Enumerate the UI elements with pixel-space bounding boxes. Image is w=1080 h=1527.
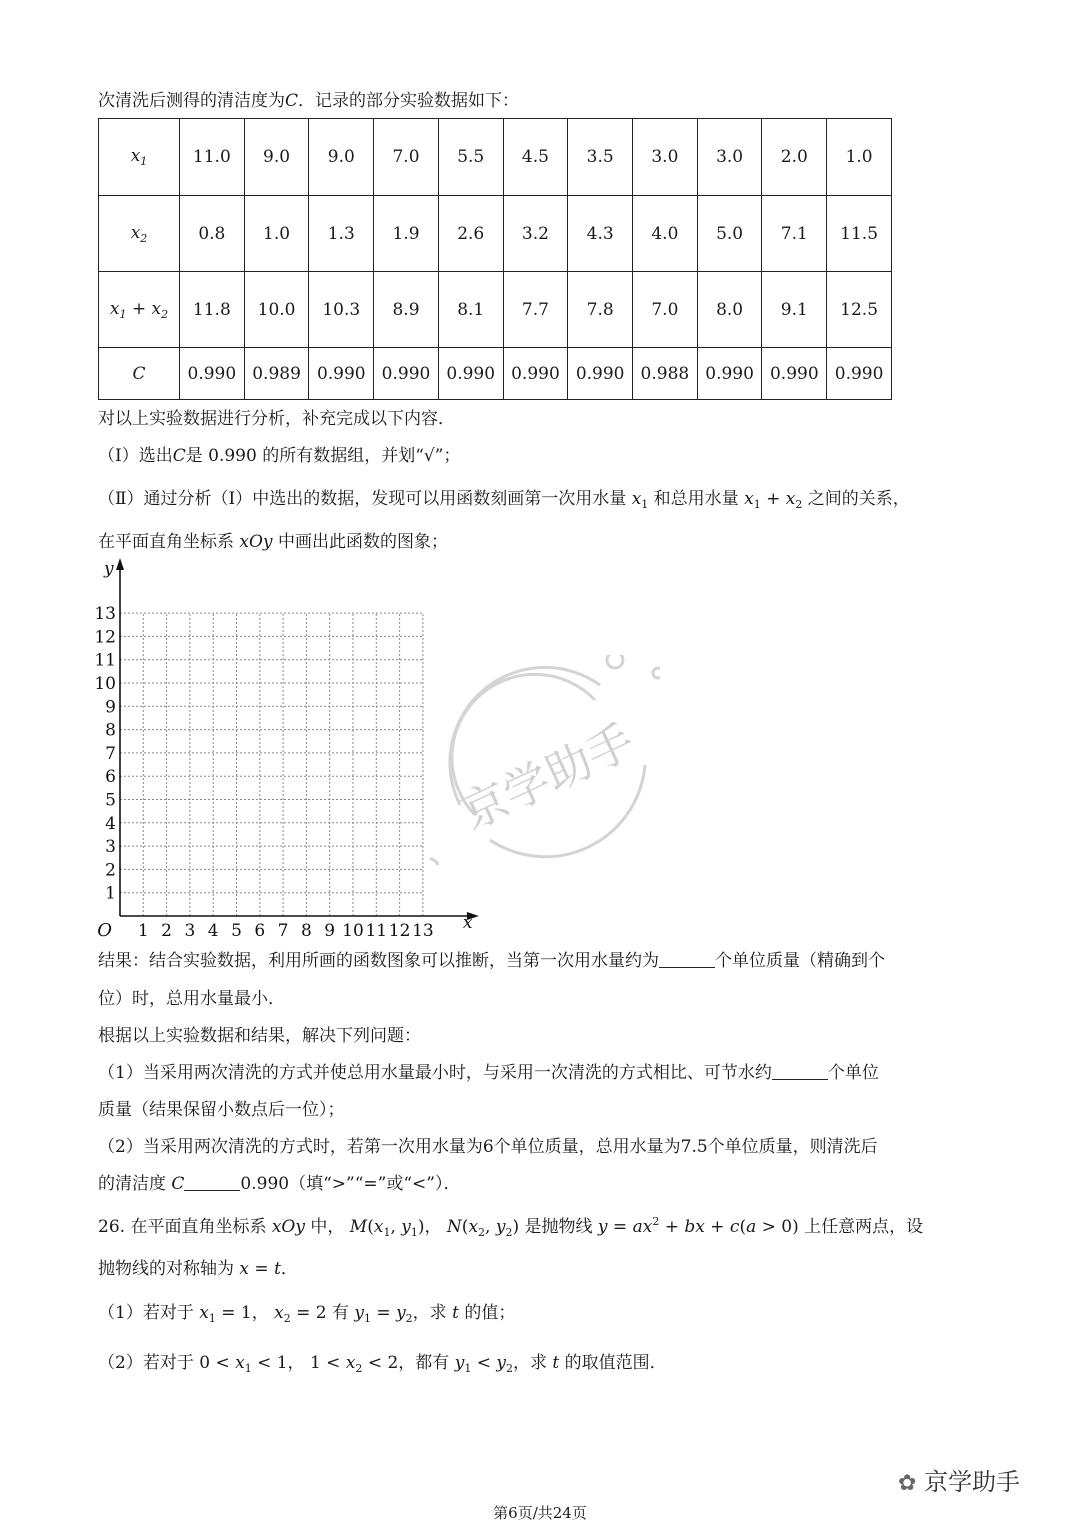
x-tick-label: 3 — [184, 921, 196, 938]
coordinate-grid — [88, 558, 488, 938]
y-tick-label: 7 — [105, 743, 116, 764]
x-tick-label: 4 — [207, 921, 219, 938]
x-tick-label: 13 — [412, 921, 434, 938]
row-label-x2: $x_2$ — [99, 196, 180, 272]
table-row — [99, 272, 892, 348]
logo-text: 京学助手 — [924, 1468, 1021, 1496]
table-cell: 10.3 — [309, 272, 374, 348]
table-cell: 11.0 — [180, 119, 245, 196]
table-cell: 7.7 — [503, 272, 568, 348]
watermark-text: 京学助手 — [452, 713, 643, 841]
y-tick-label: 13 — [94, 604, 116, 625]
table-row — [99, 348, 892, 400]
x-tick-label: 1 — [137, 921, 149, 938]
y-tick-label: 12 — [94, 627, 116, 648]
y-tick-label: 6 — [105, 767, 116, 788]
table-cell: 7.1 — [762, 196, 827, 272]
table-cell: 2.6 — [438, 196, 503, 272]
y-tick-label: 9 — [105, 697, 116, 718]
table-cell: 11.5 — [827, 196, 892, 272]
x-tick-label: 8 — [300, 921, 312, 938]
data-table — [98, 118, 892, 400]
y-axis-label: y — [104, 559, 114, 579]
watermark-stamp-icon — [430, 655, 660, 865]
q2-line1: （2）当采用两次清洗的方式时，若第一次用水量为6个单位质量，总用水量为7.5个单位质量，则清洗后 — [98, 1137, 878, 1157]
p26-q1: （1）若对于 $x_1 = 1$， $x_2 = 2$ 有 $y_1 = y_2$，求 t 的值； — [98, 1303, 516, 1325]
table-cell: 0.8 — [180, 196, 245, 272]
y-tick-label: 5 — [105, 790, 116, 811]
y-tick-label: 11 — [94, 650, 116, 671]
q1-line1: （1）当采用两次清洗的方式并使总用水量最小时，与采用一次清洗的方式相比、可节水约 个单位 — [98, 1063, 879, 1083]
analysis-text: 对以上实验数据进行分析，补充完成以下内容． — [98, 409, 455, 429]
table-cell: 9.0 — [244, 119, 309, 196]
result-line2: 位）时，总用水量最小． — [98, 989, 285, 1009]
result-line1: 结果：结合实验数据，利用所画的函数图象可以推断，当第一次用水量约为 个单位质量（精确到个 — [98, 951, 885, 971]
x-tick-label: 12 — [388, 921, 411, 938]
row-label-x1: $x_1$ — [99, 119, 180, 196]
table-cell: 8.0 — [697, 272, 762, 348]
p26-line2: 抛物线的对称轴为 x = t． — [98, 1259, 298, 1279]
x-tick-label: 11 — [365, 921, 388, 938]
table-row — [99, 196, 892, 272]
table-cell: 0.990 — [568, 348, 633, 400]
x-tick-label: 2 — [161, 921, 173, 938]
x-tick-label: 5 — [231, 921, 242, 938]
table-cell: 0.988 — [633, 348, 698, 400]
page-footer: 第6页/共24页 — [493, 1504, 587, 1522]
table-cell: 12.5 — [827, 272, 892, 348]
table-cell: 7.0 — [633, 272, 698, 348]
table-cell: 0.989 — [244, 348, 309, 400]
y-tick-label: 8 — [105, 720, 116, 741]
table-cell: 10.0 — [244, 272, 309, 348]
row-label-c: C — [99, 348, 180, 400]
x-axis-label: x — [462, 913, 473, 933]
table-cell: 5.5 — [438, 119, 503, 196]
table-cell: 1.9 — [374, 196, 439, 272]
answer-blank[interactable] — [772, 1063, 828, 1080]
table-cell: 0.990 — [309, 348, 374, 400]
table-cell: 2.0 — [762, 119, 827, 196]
part2-line2: 在平面直角坐标系 xOy 中画出此函数的图象； — [98, 532, 448, 552]
x-tick-label: 6 — [254, 921, 266, 938]
table-cell: 1.0 — [244, 196, 309, 272]
table-cell: 4.0 — [633, 196, 698, 272]
q1-line2: 质量（结果保留小数点后一位）； — [98, 1100, 345, 1120]
q2-line2: 的清洁度 C 0.990（填“>”“=”或“<”）． — [98, 1174, 461, 1194]
x-tick-label: 7 — [277, 921, 289, 938]
y-tick-label: 10 — [94, 674, 116, 694]
brand-logo — [898, 1462, 1020, 1497]
table-cell: 7.0 — [374, 119, 439, 196]
table-cell: 0.990 — [827, 348, 892, 400]
table-cell: 0.990 — [374, 348, 439, 400]
table-cell: 5.0 — [697, 196, 762, 272]
table-cell: 0.990 — [438, 348, 503, 400]
table-cell: 4.5 — [503, 119, 568, 196]
answer-blank[interactable] — [184, 1174, 240, 1191]
table-row — [99, 119, 892, 196]
p26-q2: （2）若对于 $0 < x_1 < 1$， $1 < x_2 < 2$，都有 $y_1 < y_2$，求 t 的取值范围． — [98, 1353, 667, 1375]
table-cell: 3.5 — [568, 119, 633, 196]
answer-blank[interactable] — [659, 951, 715, 968]
intro-text: 次清洗后测得的清洁度为C．记录的部分实验数据如下： — [98, 91, 520, 111]
part1-text: （Ⅰ）选出C是 0.990 的所有数据组，并划“√”； — [98, 446, 461, 466]
y-tick-label: 1 — [105, 883, 116, 904]
row-label-sum: $x_1 + x_2$ — [99, 272, 180, 348]
table-cell: 4.3 — [568, 196, 633, 272]
table-cell: 0.990 — [762, 348, 827, 400]
table-cell: 3.2 — [503, 196, 568, 272]
p26-line1: 26. 在平面直角坐标系 xOy 中， $M(x_1$, $y_1$)， $N(x_2$, $y_2$) 是抛物线 $y = ax^2$ + bx + c(a > 0) 上任意两点，设 — [98, 1215, 924, 1239]
y-tick-label: 2 — [105, 860, 116, 881]
table-cell: 7.8 — [568, 272, 633, 348]
x-tick-label: 10 — [342, 921, 364, 938]
x-tick-label: 9 — [324, 921, 336, 938]
y-tick-label: 4 — [105, 813, 116, 834]
table-cell: 0.990 — [503, 348, 568, 400]
table-cell: 8.1 — [438, 272, 503, 348]
table-cell: 8.9 — [374, 272, 439, 348]
table-cell: 11.8 — [180, 272, 245, 348]
y-axis-arrow — [116, 558, 124, 570]
table-cell: 1.3 — [309, 196, 374, 272]
table-cell: 3.0 — [697, 119, 762, 196]
y-tick-label: 3 — [105, 837, 116, 858]
origin-label: O — [97, 920, 112, 938]
wechat-icon: ✿ — [898, 1471, 917, 1496]
table-cell: 9.1 — [762, 272, 827, 348]
part2-line1: （Ⅱ）通过分析（Ⅰ）中选出的数据，发现可以用函数刻画第一次用水量 $x_1$ 和总用水量 $x_1 + x_2$ 之间的关系， — [98, 489, 910, 511]
table-cell: 3.0 — [633, 119, 698, 196]
table-cell: 1.0 — [827, 119, 892, 196]
table-cell: 9.0 — [309, 119, 374, 196]
solve-intro: 根据以上实验数据和结果，解决下列问题： — [98, 1026, 421, 1046]
table-cell: 0.990 — [697, 348, 762, 400]
table-cell: 0.990 — [180, 348, 245, 400]
